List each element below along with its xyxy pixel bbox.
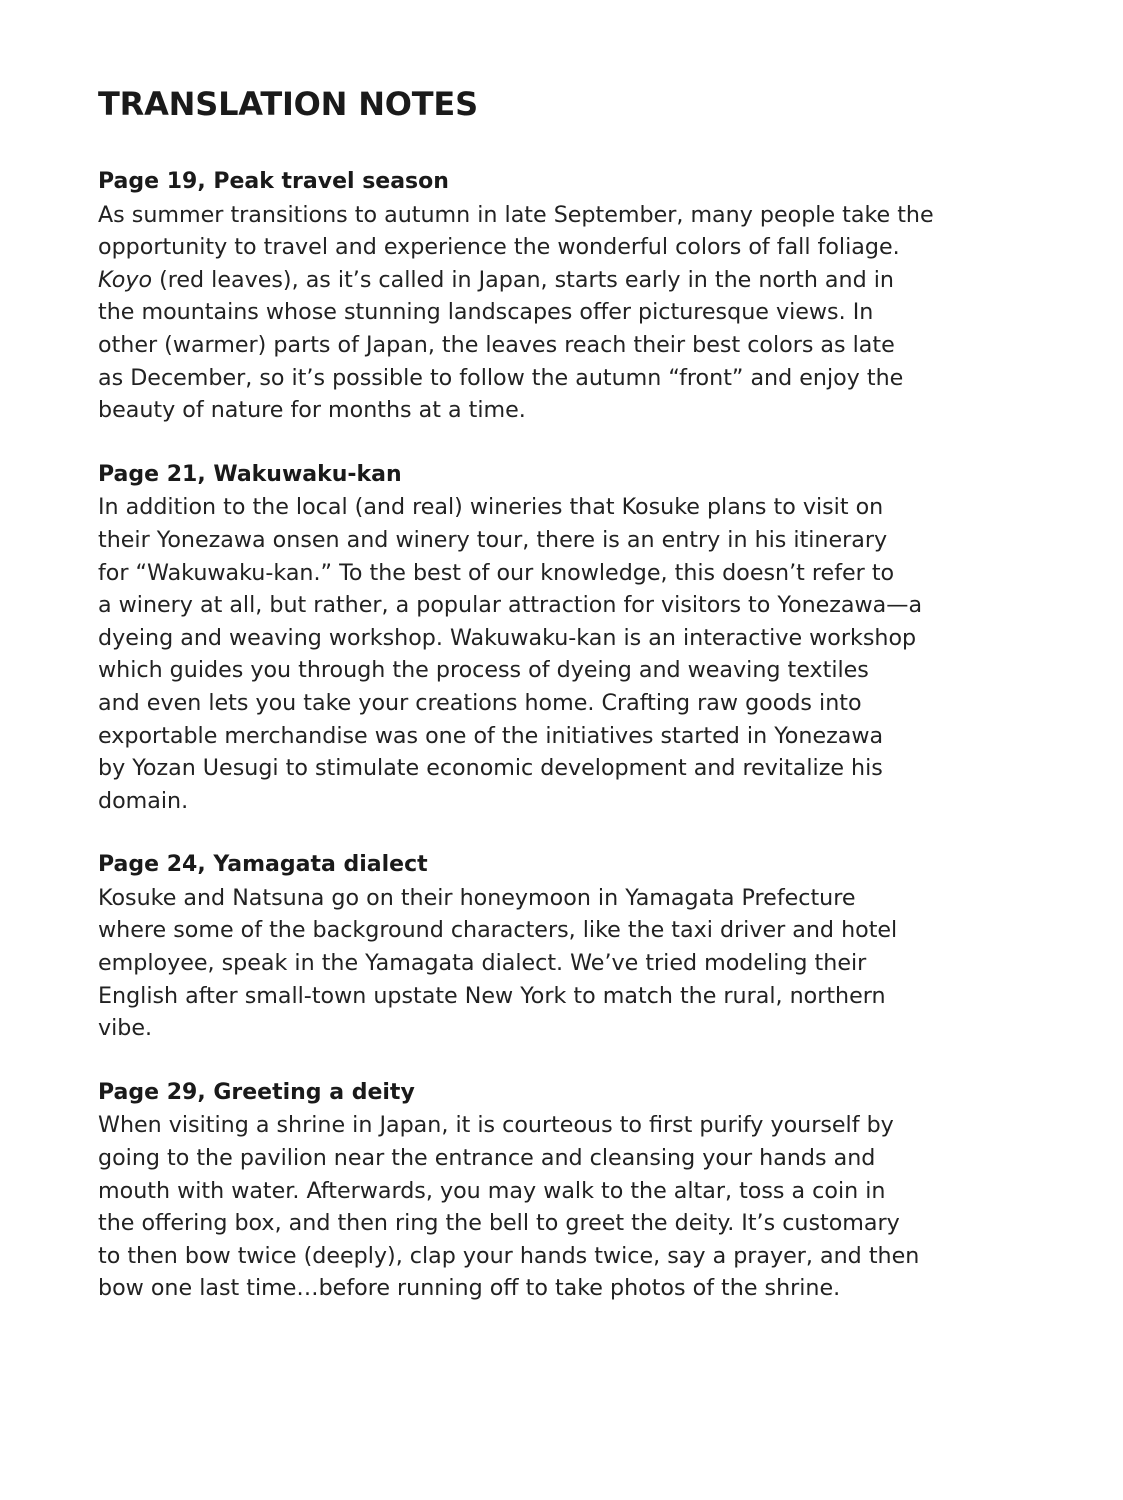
note-line: beauty of nature for months at a time. [98, 397, 526, 424]
note-line: opportunity to travel and experience the wonderful colors of fall foliage. [98, 234, 900, 261]
note-line: going to the pavilion near the entrance and cleansing your hands and [98, 1145, 876, 1172]
note-peak-travel-season [98, 166, 1028, 427]
note-heading: Page 19, Peak travel season [98, 169, 449, 194]
note-line: the offering box, and then ring the bell to greet the deity. It’s customary [98, 1210, 900, 1237]
note-line: When visiting a shrine in Japan, it is courteous to first purify yourself by [98, 1112, 894, 1139]
page-title: TRANSLATION NOTES [98, 85, 478, 123]
note-line: vibe. [98, 1015, 153, 1042]
note-line: English after small-town upstate New York to match the rural, northern [98, 982, 886, 1009]
note-line: which guides you through the process of dyeing and weaving textiles [98, 657, 869, 684]
note-heading: Page 29, Greeting a deity [98, 1079, 415, 1105]
note-line: other (warmer) parts of Japan, the leaves reach their best colors as late [98, 331, 895, 358]
note-line: as December, so it’s possible to follow the autumn “front” and enjoy the [98, 364, 904, 391]
note-line: bow one last time…before running off to take photos of the shrine. [98, 1275, 841, 1302]
note-line: In addition to the local (and real) wineries that Kosuke plans to visit on [98, 494, 884, 521]
note-line: to then bow twice (deeply), clap your hands twice, say a prayer, and then [98, 1242, 920, 1269]
note-line: domain. [98, 787, 189, 814]
note-line-rest: (red leaves), as it’s called in Japan, starts early in the north and in [152, 266, 894, 293]
note-line: the mountains whose stunning landscapes offer picturesque views. In [98, 299, 874, 326]
note-line: As summer transitions to autumn in late September, many people take the [98, 201, 934, 228]
note-line: exportable merchandise was one of the initiatives started in Yonezawa [98, 722, 884, 749]
note-line: by Yozan Uesugi to stimulate economic development and revitalize his [98, 755, 883, 782]
note-greeting-a-deity [98, 1077, 1028, 1305]
note-wakuwaku-kan [98, 459, 1028, 818]
note-line: employee, speak in the Yamagata dialect. We’ve tried modeling their [98, 950, 867, 977]
note-yamagata-dialect [98, 849, 1028, 1045]
note-line: a winery at all, but rather, a popular attraction for visitors to Yonezawa—a [98, 592, 923, 619]
note-line: where some of the background characters, like the taxi driver and hotel [98, 917, 898, 944]
note-line: mouth with water. Afterwards, you may walk to the altar, toss a coin in [98, 1177, 886, 1204]
note-line: their Yonezawa onsen and winery tour, there is an entry in his itinerary [98, 526, 888, 553]
note-line: Kosuke and Natsuna go on their honeymoon in Yamagata Prefecture [98, 884, 856, 911]
koyo-term: Koyo [98, 266, 153, 293]
note-line [98, 264, 1028, 297]
note-line: dyeing and weaving workshop. Wakuwaku-kan is an interactive workshop [98, 624, 917, 651]
note-line: and even lets you take your creations home. Crafting raw goods into [98, 689, 862, 716]
translation-notes-page [98, 82, 1028, 1305]
note-heading: Page 24, Yamagata dialect [98, 852, 428, 878]
note-heading: Page 21, Wakuwaku-kan [98, 461, 402, 487]
note-line: for “Wakuwaku-kan.” To the best of our knowledge, this doesn’t refer to [98, 559, 895, 586]
